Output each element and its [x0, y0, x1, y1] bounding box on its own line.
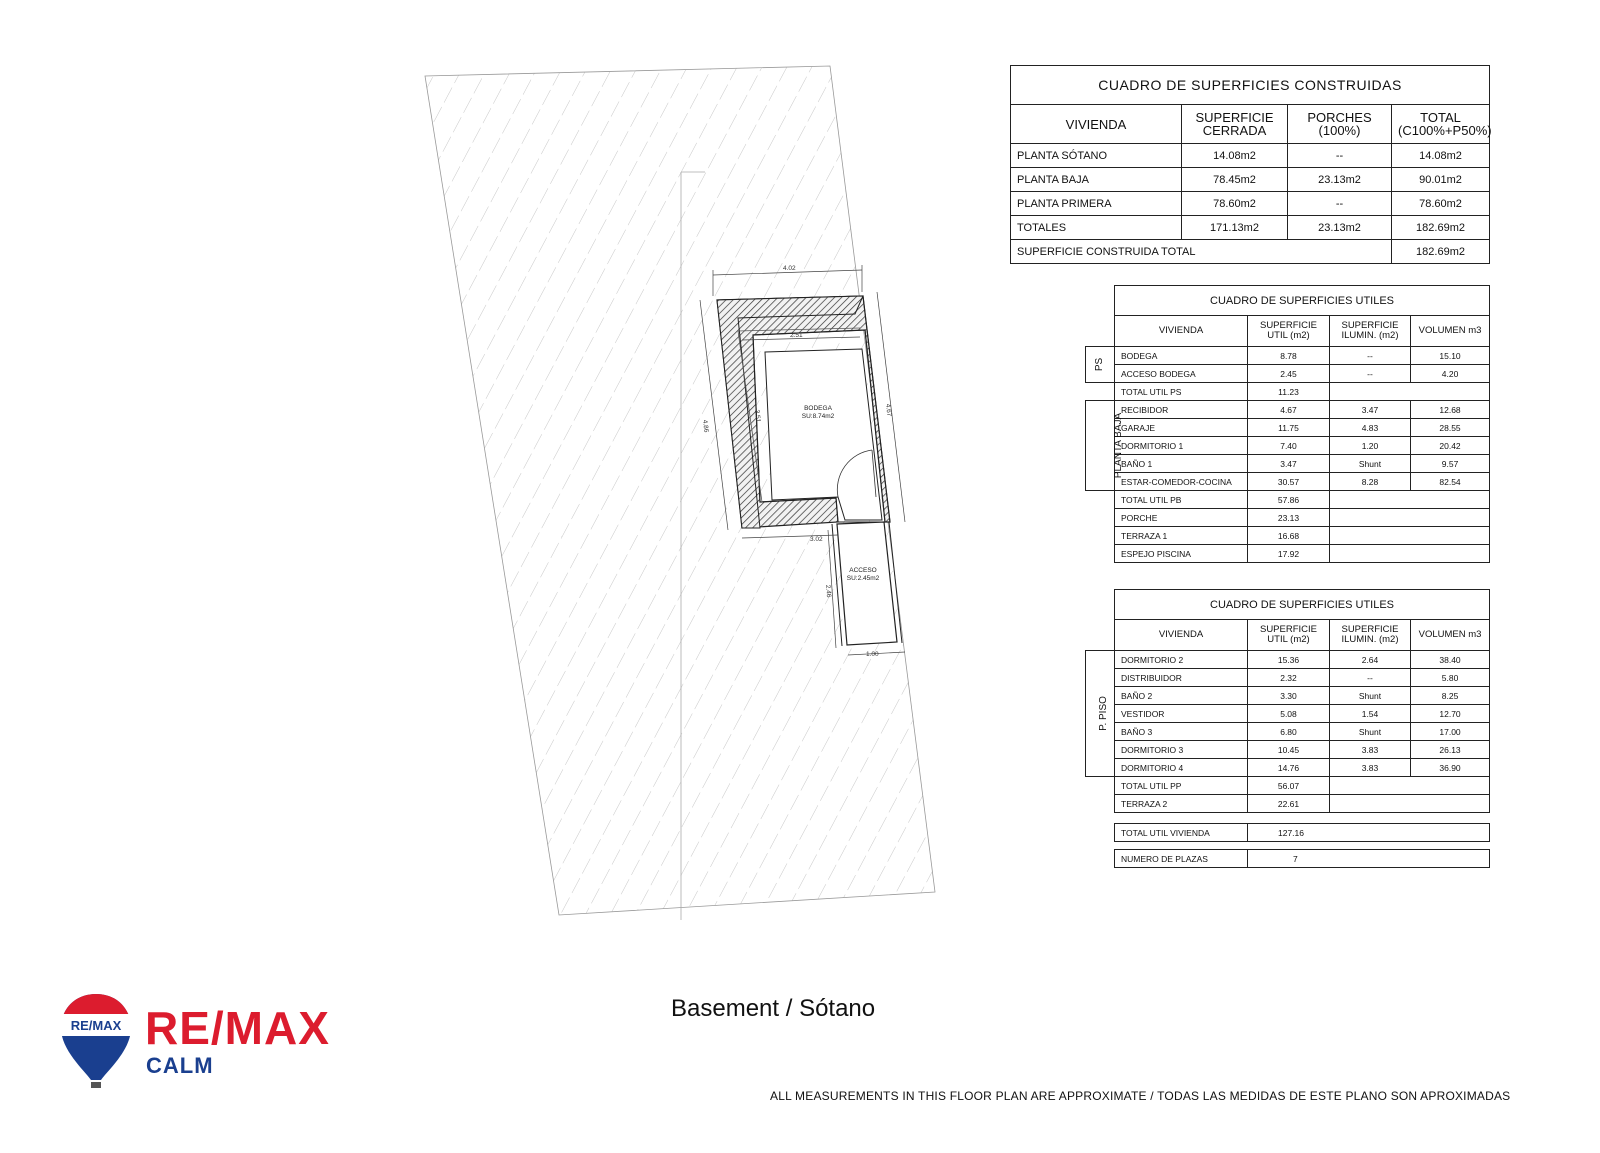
row-label: DISTRIBUIDOR	[1115, 669, 1248, 687]
table-row	[1011, 168, 1490, 192]
row-label: TOTALES	[1011, 216, 1182, 240]
table-row	[1086, 365, 1490, 383]
row-value: 28.55	[1411, 419, 1490, 437]
room-bodega-name: BODEGA	[804, 405, 832, 412]
row-value: 2.45	[1248, 365, 1330, 383]
dim-bottom-label: 3.02	[810, 536, 823, 543]
row-value: 38.40	[1411, 651, 1490, 669]
row-value: 11.75	[1248, 419, 1330, 437]
row-label: TERRAZA 1	[1115, 527, 1248, 545]
row-value: 1.54	[1330, 705, 1411, 723]
table-row	[1086, 419, 1490, 437]
row-label: TOTAL UTIL PS	[1115, 383, 1248, 401]
row-label: PLANTA SÓTANO	[1011, 144, 1182, 168]
disclaimer-text: ALL MEASUREMENTS IN THIS FLOOR PLAN ARE APPROXIMATE / TODAS LAS MEDIDAS DE ESTE PLANO SON APROXIMADAS	[770, 1089, 1511, 1103]
table-title: CUADRO DE SUPERFICIES UTILES	[1115, 590, 1490, 620]
dim-inner-left-label: 3.51	[753, 409, 762, 423]
table-row	[1011, 144, 1490, 168]
row-label: BAÑO 3	[1115, 723, 1248, 741]
row-value: Shunt	[1330, 723, 1411, 741]
row-value: 14.08m2	[1182, 144, 1288, 168]
brand-name: RE/MAX	[145, 1002, 330, 1054]
row-value: 82.54	[1411, 473, 1490, 491]
row-label: DORMITORIO 3	[1115, 741, 1248, 759]
row-value: 171.13m2	[1182, 216, 1288, 240]
plan-caption: Basement / Sótano	[671, 995, 876, 1022]
row-label: ACCESO BODEGA	[1115, 365, 1248, 383]
table-row	[1086, 473, 1490, 491]
dim-acceso-side-label: 2.46	[824, 584, 833, 598]
total-label: SUPERFICIE CONSTRUIDA TOTAL	[1011, 240, 1392, 264]
row-value: 12.68	[1411, 401, 1490, 419]
row-value: 8.25	[1411, 687, 1490, 705]
table-row	[1011, 192, 1490, 216]
row-label: TOTAL UTIL PB	[1115, 491, 1248, 509]
row-value: 2.64	[1330, 651, 1411, 669]
row-value: --	[1330, 365, 1411, 383]
empty-cell	[1330, 527, 1490, 545]
row-value: 26.13	[1411, 741, 1490, 759]
row-value: 11.23	[1248, 383, 1330, 401]
row-label: DORMITORIO 2	[1115, 651, 1248, 669]
row-label: BAÑO 2	[1115, 687, 1248, 705]
total-util-vivienda-row	[1114, 823, 1490, 842]
room-acceso-name: ACCESO	[849, 567, 877, 574]
table-row	[1086, 509, 1490, 527]
row-value: 20.42	[1411, 437, 1490, 455]
row-value: 78.60m2	[1182, 192, 1288, 216]
row-value: 2.32	[1248, 669, 1330, 687]
total-value: 182.69m2	[1392, 240, 1490, 264]
row-value: 4.20	[1411, 365, 1490, 383]
row-value: 182.69m2	[1392, 216, 1490, 240]
table-row	[1086, 455, 1490, 473]
superficies-construidas-table	[1010, 65, 1490, 264]
row-value: 30.57	[1248, 473, 1330, 491]
table-row	[1086, 651, 1490, 669]
row-value: 15.10	[1411, 347, 1490, 365]
row-label: TOTAL UTIL PP	[1115, 777, 1248, 795]
column-header: SUPERFICIE ILUMIN. (m2)	[1330, 316, 1411, 347]
group-label	[1086, 347, 1115, 383]
column-header: SUPERFICIE UTIL (m2)	[1248, 620, 1330, 651]
table-row	[1086, 795, 1490, 813]
dim-acceso-bottom-label: 1.00	[866, 651, 879, 658]
table-row	[1086, 383, 1490, 401]
row-value: 78.60m2	[1392, 192, 1490, 216]
row-value: 15.36	[1248, 651, 1330, 669]
row-label: PORCHE	[1115, 509, 1248, 527]
row-label: PLANTA BAJA	[1011, 168, 1182, 192]
row-value: 78.45m2	[1182, 168, 1288, 192]
row-label: ESTAR-COMEDOR-COCINA	[1115, 473, 1248, 491]
table-row	[1086, 437, 1490, 455]
row-label: BODEGA	[1115, 347, 1248, 365]
empty-cell	[1330, 383, 1490, 401]
empty-cell	[1330, 509, 1490, 527]
room-bodega-area: SU:8.74m2	[801, 413, 835, 420]
group-label-text: P. PISO	[1097, 696, 1109, 731]
row-value: 8.28	[1330, 473, 1411, 491]
table-title: CUADRO DE SUPERFICIES UTILES	[1115, 286, 1490, 316]
row-label: PLANTA PRIMERA	[1011, 192, 1182, 216]
row-value: 9.57	[1411, 455, 1490, 473]
table-row	[1086, 777, 1490, 795]
row-label: BAÑO 1	[1115, 455, 1248, 473]
row-value: Shunt	[1330, 455, 1411, 473]
column-header: PORCHES (100%)	[1288, 105, 1392, 144]
column-header: SUPERFICIE UTIL (m2)	[1248, 316, 1330, 347]
row-label: VESTIDOR	[1115, 705, 1248, 723]
row-value: 23.13m2	[1288, 168, 1392, 192]
table-row	[1086, 759, 1490, 777]
row-label: TERRAZA 2	[1115, 795, 1248, 813]
row-value: 8.78	[1248, 347, 1330, 365]
logo-text: RE/MAX	[70, 1018, 122, 1033]
row-value: 3.47	[1330, 401, 1411, 419]
group-label-text: PLANTA BAJA	[1113, 412, 1125, 479]
row-value: 7	[1248, 850, 1490, 868]
dim-inner-top-label: 2.51	[790, 332, 803, 339]
group-label	[1086, 401, 1125, 491]
row-value: 10.45	[1248, 741, 1330, 759]
remax-balloon-logo	[58, 992, 134, 1092]
dim-right-label: 4.67	[884, 403, 893, 417]
bodega-room	[765, 349, 882, 520]
row-value: 12.70	[1411, 705, 1490, 723]
column-header: TOTAL (C100%+P50%)	[1392, 105, 1490, 144]
table-row	[1086, 527, 1490, 545]
table-row	[1086, 723, 1490, 741]
superficies-utiles-table-pb	[1085, 285, 1490, 563]
row-value: 4.67	[1248, 401, 1330, 419]
row-value: 3.47	[1248, 455, 1330, 473]
row-value: 16.68	[1248, 527, 1330, 545]
row-value: 57.86	[1248, 491, 1330, 509]
table-row	[1086, 491, 1490, 509]
row-value: 23.13	[1248, 509, 1330, 527]
row-value: --	[1330, 669, 1411, 687]
table-title: CUADRO DE SUPERFICIES CONSTRUIDAS	[1011, 66, 1490, 105]
row-label: ESPEJO PISCINA	[1115, 545, 1248, 563]
column-header: VOLUMEN m3	[1411, 620, 1490, 651]
row-value: --	[1330, 347, 1411, 365]
row-label: NUMERO DE PLAZAS	[1115, 850, 1248, 868]
table-row	[1086, 545, 1490, 563]
row-value: 90.01m2	[1392, 168, 1490, 192]
row-value: 14.76	[1248, 759, 1330, 777]
dim-top-label: 4.02	[783, 265, 796, 272]
row-value: 4.83	[1330, 419, 1411, 437]
row-value: 6.80	[1248, 723, 1330, 741]
brand-subname: CALM	[146, 1053, 214, 1078]
row-label: RECIBIDOR	[1115, 401, 1248, 419]
table-row	[1011, 216, 1490, 240]
row-value: 14.08m2	[1392, 144, 1490, 168]
column-header: SUPERFICIE CERRADA	[1182, 105, 1288, 144]
empty-cell	[1330, 795, 1490, 813]
dim-left-label: 4.86	[701, 419, 710, 433]
row-value: 17.92	[1248, 545, 1330, 563]
empty-cell	[1330, 777, 1490, 795]
row-value: 3.83	[1330, 759, 1411, 777]
row-value: 22.61	[1248, 795, 1330, 813]
table-row	[1086, 401, 1490, 419]
column-header: VIVIENDA	[1115, 316, 1248, 347]
row-value: 23.13m2	[1288, 216, 1392, 240]
group-label	[1086, 651, 1115, 777]
row-value: 5.80	[1411, 669, 1490, 687]
superficies-utiles-table-pp	[1085, 589, 1490, 813]
row-value: 127.16	[1248, 824, 1490, 842]
row-value: --	[1288, 192, 1392, 216]
numero-plazas-row	[1114, 849, 1490, 868]
table-row	[1086, 687, 1490, 705]
row-value: --	[1288, 144, 1392, 168]
row-value: 56.07	[1248, 777, 1330, 795]
table-row	[1086, 669, 1490, 687]
row-value: 3.83	[1330, 741, 1411, 759]
row-label: GARAJE	[1115, 419, 1248, 437]
row-value: 17.00	[1411, 723, 1490, 741]
row-value: 1.20	[1330, 437, 1411, 455]
column-header: SUPERFICIE ILUMIN. (m2)	[1330, 620, 1411, 651]
row-label: DORMITORIO 1	[1115, 437, 1248, 455]
row-value: 3.30	[1248, 687, 1330, 705]
column-header: VOLUMEN m3	[1411, 316, 1490, 347]
empty-cell	[1330, 545, 1490, 563]
row-value: 5.08	[1248, 705, 1330, 723]
row-value: Shunt	[1330, 687, 1411, 705]
table-row	[1086, 741, 1490, 759]
row-value: 7.40	[1248, 437, 1330, 455]
row-value: 36.90	[1411, 759, 1490, 777]
empty-cell	[1330, 491, 1490, 509]
row-label: TOTAL UTIL VIVIENDA	[1115, 824, 1248, 842]
column-header: VIVIENDA	[1011, 105, 1182, 144]
room-acceso-area: SU:2.45m2	[846, 575, 880, 582]
table-row	[1086, 347, 1490, 365]
row-label: DORMITORIO 4	[1115, 759, 1248, 777]
table-row	[1086, 705, 1490, 723]
column-header: VIVIENDA	[1115, 620, 1248, 651]
group-label-text: PS	[1094, 357, 1106, 372]
